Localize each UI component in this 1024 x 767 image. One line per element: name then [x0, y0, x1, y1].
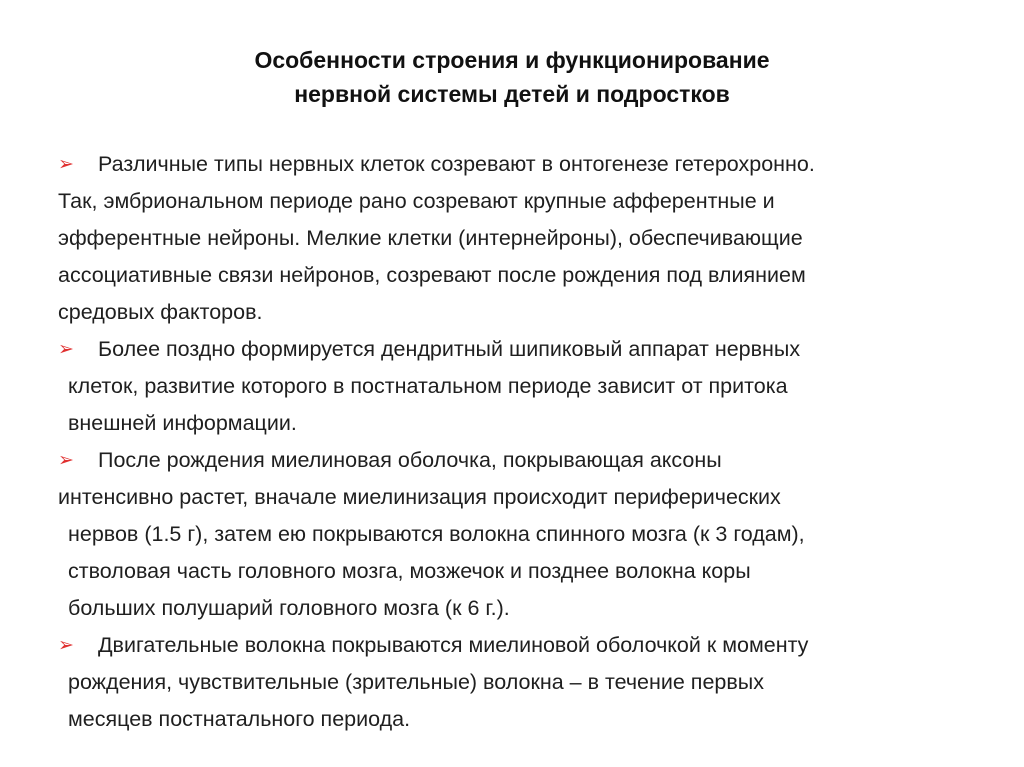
red-arrow-bullet-icon: ➢	[58, 339, 74, 360]
paragraph-line: рождения, чувствительные (зрительные) волокна – в течение первых	[68, 670, 764, 694]
paragraph-line	[58, 331, 968, 368]
paragraph-line: стволовая часть головного мозга, мозжечок и позднее волокна коры	[68, 559, 751, 583]
paragraph-line	[58, 442, 968, 479]
red-arrow-bullet-icon: ➢	[58, 635, 74, 656]
paragraph-line: эфферентные нейроны. Мелкие клетки (интернейроны), обеспечивающие	[58, 226, 803, 250]
bullet-paragraph-1	[58, 146, 968, 331]
paragraph-line-text: Более поздно формируется дендритный шипиковый аппарат нервных	[98, 337, 801, 361]
slide-title-line-2: нервной системы детей и подростков	[294, 81, 730, 107]
paragraph-line-text: Различные типы нервных клеток созревают в онтогенезе гетерохронно.	[98, 152, 815, 176]
slide-body	[58, 146, 968, 738]
paragraph-line	[58, 146, 968, 183]
paragraph-line: внешней информации.	[68, 411, 297, 435]
paragraph-line: интенсивно растет, вначале миелинизация происходит периферических	[58, 485, 781, 509]
paragraph-line	[58, 627, 968, 664]
paragraph-line: средовых факторов.	[58, 300, 263, 324]
bullet-paragraph-4	[58, 627, 968, 738]
paragraph-line: клеток, развитие которого в постнатальном периоде зависит от притока	[68, 374, 788, 398]
paragraph-line: нервов (1.5 г), затем ею покрываются волокна спинного мозга (к 3 годам),	[68, 522, 805, 546]
bullet-paragraph-2	[58, 331, 968, 442]
red-arrow-bullet-icon: ➢	[58, 154, 74, 175]
red-arrow-bullet-icon: ➢	[58, 450, 74, 471]
slide-title-line-1: Особенности строения и функционирование	[254, 47, 770, 73]
paragraph-line: Так, эмбриональном периоде рано созревают крупные афферентные и	[58, 189, 775, 213]
paragraph-line: больших полушарий головного мозга (к 6 г.).	[68, 596, 510, 620]
paragraph-line: ассоциативные связи нейронов, созревают после рождения под влиянием	[58, 263, 806, 287]
paragraph-line-text: Двигательные волокна покрываются миелиновой оболочкой к моменту	[98, 633, 809, 657]
paragraph-line-text: После рождения миелиновая оболочка, покрывающая аксоны	[98, 448, 722, 472]
slide-title	[0, 43, 1024, 111]
paragraph-line: месяцев постнатального периода.	[68, 707, 411, 731]
bullet-paragraph-3	[58, 442, 968, 627]
